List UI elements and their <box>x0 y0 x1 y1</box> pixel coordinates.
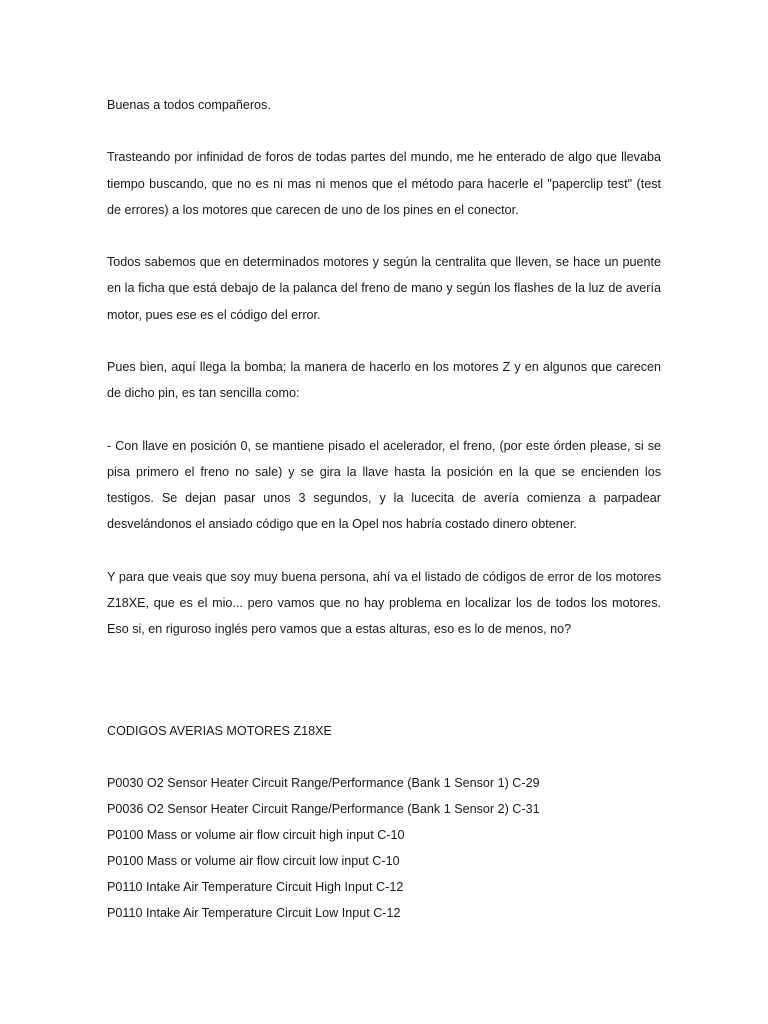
greeting-paragraph: Buenas a todos compañeros. <box>107 98 271 112</box>
paragraph-paperclip-test: Trasteando por infinidad de foros de todas partes del mundo, me he enterado de algo que llevaba tiempo buscando, que no es ni mas ni menos que el método para hacerle el "paperclip test" (test de errores) a los motores que carecen de uno de los pines en el conector. <box>107 150 661 217</box>
document-page <box>107 92 661 926</box>
list-item: P0100 Mass or volume air flow circuit high input C-10 <box>107 828 405 843</box>
paragraph-spacer <box>107 118 661 144</box>
list-item: P0110 Intake Air Temperature Circuit High Input C-12 <box>107 880 404 895</box>
section-spacer <box>107 642 661 718</box>
paragraph-bridge-connector: Todos sabemos que en determinados motores y según la centralita que lleven, se hace un puente en la ficha que está debajo de la palanca del freno de mano y según los flashes de la luz de avería motor, pues ese es el código del error. <box>107 255 661 322</box>
paragraph-spacer <box>107 328 661 354</box>
list-item: P0110 Intake Air Temperature Circuit Low Input C-12 <box>107 906 401 921</box>
codes-heading: CODIGOS AVERIAS MOTORES Z18XE <box>107 724 332 739</box>
paragraph-spacer <box>107 537 661 563</box>
paragraph-spacer <box>107 406 661 432</box>
paragraph-spacer <box>107 744 661 770</box>
paragraph-spacer <box>107 223 661 249</box>
list-item: P0036 O2 Sensor Heater Circuit Range/Performance (Bank 1 Sensor 2) C-31 <box>107 802 540 817</box>
paragraph-method-intro: Pues bien, aquí llega la bomba; la manera de hacerlo en los motores Z y en algunos que carecen de dicho pin, es tan sencilla como: <box>107 359 661 401</box>
list-item: P0100 Mass or volume air flow circuit low input C-10 <box>107 854 400 869</box>
error-codes-list <box>107 770 661 926</box>
paragraph-code-list-intro: Y para que veais que soy muy buena persona, ahí va el listado de códigos de error de los motores Z18XE, que es el mio... pero vamos que no hay problema en localizar los de todos los motores. Eso si, en riguroso inglés pero vamos que a estas alturas, eso es lo de menos, no? <box>107 569 661 636</box>
paragraph-procedure-steps: - Con llave en posición 0, se mantiene pisado el acelerador, el freno, (por este órden please, si se pisa primero el freno no sale) y se gira la llave hasta la posición en la que se encienden los testigos. Se dejan pasar unos 3 segundos, y la lucecita de avería comienza a parpadear desvelándonos el ansiado código que en la Opel nos habría costado dinero obtener. <box>107 438 661 532</box>
list-item: P0030 O2 Sensor Heater Circuit Range/Performance (Bank 1 Sensor 1) C-29 <box>107 776 540 791</box>
